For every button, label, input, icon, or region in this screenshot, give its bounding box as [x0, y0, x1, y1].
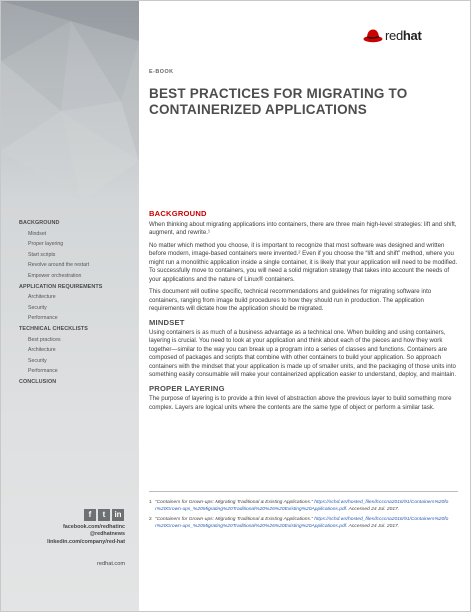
contact-list	[1, 524, 125, 546]
toc-section-application-requirements[interactable]: APPLICATION REQUIREMENTS	[19, 283, 103, 290]
toc-item-performance-checklist[interactable]: Performance	[28, 368, 58, 375]
linkedin-icon[interactable]: in	[112, 509, 124, 521]
toc-section-technical-checklists[interactable]: TECHNICAL CHECKLISTS	[19, 325, 88, 332]
paragraph: The purpose of layering is to provide a thin level of abstraction above the previous layer to build something more complex. Layers are logical units where the contents are the same type of object or perform a similar task.	[149, 395, 452, 411]
footnotes	[149, 500, 454, 534]
toc-item-empower-orchestration[interactable]: Empower orchestration	[28, 272, 82, 279]
shadowman-hat-icon	[363, 28, 383, 43]
linkedin-link[interactable]: linkedin.com/company/red-hat	[47, 538, 125, 545]
footnote-text: “Containers for Grown-ups: Migrating Traditional & Existing Applications.”	[155, 516, 313, 522]
toc-item-security[interactable]: Security	[28, 304, 47, 311]
page-title	[149, 86, 449, 117]
footnote-number: 2	[149, 516, 152, 522]
toc-item-security-checklist[interactable]: Security	[28, 357, 47, 364]
toc-item-proper-layering[interactable]: Proper layering	[28, 241, 64, 248]
title-line-2: CONTAINERIZED APPLICATIONS	[149, 101, 367, 117]
paragraph: No matter which method you choose, it is important to recognize that most software was designed and written before modern, image-based containers were invented.² Even if you choose the “lift and shift” method, where you might run a monolithic application inside a single container, it is likely that your application will need to be modified. To successfully move to containers, you will need a solid migration strategy that takes into account the needs of your applications and the nature of Linux® containers.	[149, 241, 458, 283]
footnote-divider	[149, 491, 458, 492]
footnote-number: 1	[149, 500, 152, 505]
document-type-label: E-BOOK	[149, 69, 174, 75]
toc-item-mindset[interactable]: Mindset	[28, 230, 47, 237]
twitter-handle[interactable]: @redhatnews	[89, 531, 125, 538]
section-heading-proper-layering: PROPER LAYERING	[149, 383, 225, 393]
toc-item-start-scripts[interactable]: Start scripts	[28, 251, 56, 258]
paragraph: When thinking about migrating applications into containers, there are three main high-level strategies: lift and shift, augment, and rewrite.¹	[149, 221, 457, 237]
twitter-icon[interactable]: t	[98, 509, 110, 521]
facebook-icon[interactable]: f	[84, 509, 96, 521]
toc-item-revolve-around-restart[interactable]: Revolve around the restart	[28, 262, 90, 269]
paragraph: Using containers is as much of a business advantage as a technical one. When building and using containers, layering is crucial. You need to look at your application and think about each of the pieces and how they work together—similar to the way you can break up a program into a series of classes and functions. Containers are composed of packages and scripts that combine with other containers to build your application. So approach containers with the mindset that your application is made up of smaller units, and the packaging of those units into something easily consumable will make your containerized application easier to understand, deploy, and maintain.	[149, 329, 457, 379]
footnote-accessed: . Accessed 24 Jul. 2017.	[346, 523, 400, 529]
toc-item-best-practices[interactable]: Best practices	[28, 336, 61, 343]
main-content	[149, 209, 459, 416]
toc-section-conclusion[interactable]: CONCLUSION	[19, 378, 57, 385]
title-line-1: BEST PRACTICES FOR MIGRATING TO	[149, 86, 408, 101]
toc-item-performance[interactable]: Performance	[28, 315, 58, 322]
footnote-link[interactable]: https://schd.ws/hosted_files/lccccna2016/91/Containers%20for%20Grown-ups_%20Migrating%20Traditional%20%26%20Existing%20Applications.pdf	[155, 500, 449, 512]
table-of-contents	[19, 220, 137, 390]
footnote-accessed: . Accessed 24 Jul. 2017.	[346, 506, 400, 512]
footnote-1	[149, 500, 454, 514]
facebook-link[interactable]: facebook.com/redhatinc	[62, 524, 125, 530]
section-heading-mindset: MINDSET	[149, 317, 185, 327]
toc-item-architecture-checklist[interactable]: Architecture	[28, 347, 56, 354]
footnote-2	[149, 517, 454, 531]
brand-name: redhat	[385, 28, 422, 43]
footnote-link[interactable]: https://schd.ws/hosted_files/lccccna2016/91/Containers%20for%20Grown-ups_%20Migrating%20Traditional%20%26%20Existing%20Applications.pdf	[155, 516, 449, 529]
website-link[interactable]: redhat.com	[97, 561, 125, 567]
paragraph: This document will outline specific, technical recommendations and guidelines for migrating software into containers, ranging from image build procedures to how they should run in production. The application requirements will dictate how the application should be migrated.	[149, 288, 432, 313]
section-heading-background: BACKGROUND	[149, 209, 207, 218]
social-links	[84, 509, 124, 521]
sidebar	[1, 1, 139, 611]
footnote-text: “Containers for Grown-ups: Migrating Traditional & Existing Applications.”	[155, 500, 313, 505]
decorative-triangle-pattern	[1, 1, 139, 241]
toc-item-architecture[interactable]: Architecture	[28, 294, 56, 301]
redhat-logo	[363, 28, 422, 43]
toc-section-background[interactable]: BACKGROUND	[19, 220, 60, 226]
